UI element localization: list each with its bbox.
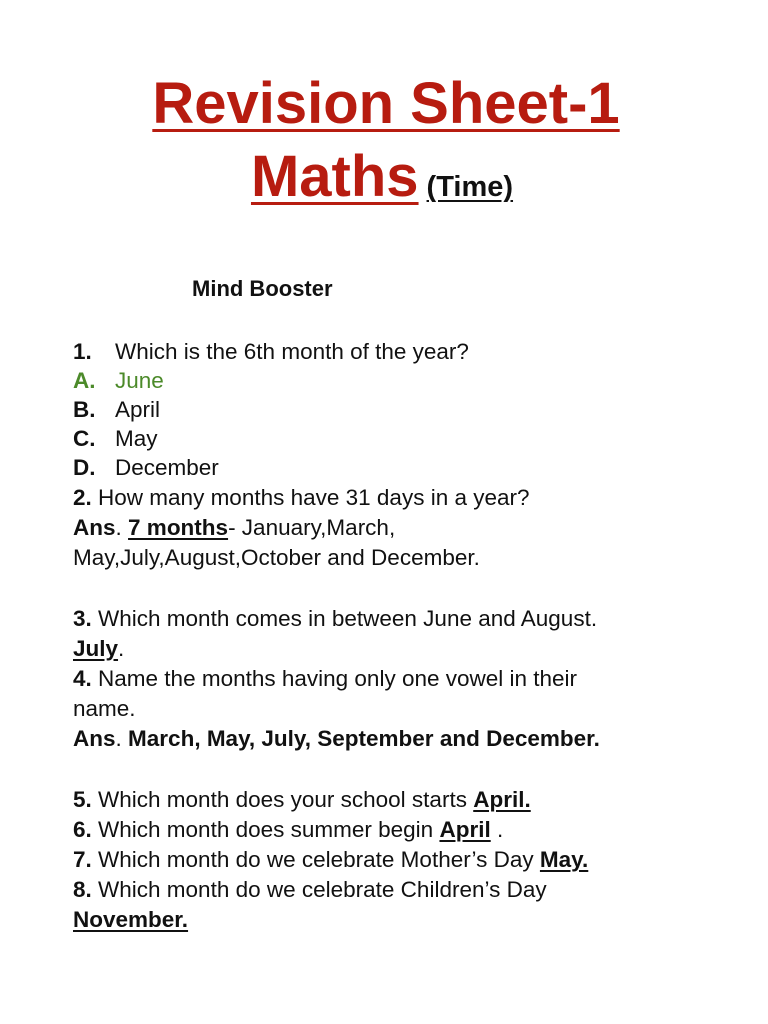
answer-8 [73,906,188,934]
question-8 [73,876,547,904]
question-text: Which month does summer begin [98,817,434,842]
question-text: How many months have 31 days in a year? [98,485,530,510]
option-a [73,367,164,395]
section-title: Mind Booster [192,276,333,301]
option-c [73,425,158,453]
answer-text: - January,March, [228,515,396,540]
question-text: Which month comes in between June and August. [98,606,598,631]
title-revision-sheet: Revision Sheet-1 [152,71,620,136]
answer-highlight: 7 months [128,515,229,540]
option-d [73,454,219,482]
question-text: Which month does your school starts [98,787,467,812]
question-1 [73,338,469,366]
answer-2-line-2 [73,544,480,572]
option-letter: C. [73,426,96,451]
question-text: Name the months having only one vowel in their [98,666,578,691]
question-7 [73,846,588,874]
question-number: 1. [73,339,92,364]
question-4 [73,665,577,693]
answer-2-line-1 [73,514,395,542]
title-time: (Time) [426,171,514,203]
option-text: June [115,368,164,393]
question-text: Which month do we celebrate Mother’s Day [98,847,534,872]
answer-separator: . [115,515,122,540]
question-number: 3. [73,606,92,631]
answer-end: . [490,817,504,842]
answer-separator: . [115,726,122,751]
question-number: 6. [73,817,92,842]
question-number: 8. [73,877,92,902]
answer-highlight: April [439,817,491,842]
question-3 [73,605,597,633]
option-letter: D. [73,455,96,480]
answer-text: May,July,August,October and December. [73,545,480,570]
answer-highlight: November. [73,907,189,932]
question-5 [73,786,531,814]
answer-4 [73,725,600,753]
option-text: December [115,455,219,480]
option-letter: B. [73,397,96,422]
question-number: 5. [73,787,92,812]
title-line-1 [2,70,768,137]
answer-end: . [118,636,125,661]
answer-text: March, May, July, September and December. [128,726,600,751]
question-number: 4. [73,666,92,691]
option-text: April [115,397,161,422]
answer-highlight: May. [539,847,589,872]
question-number: 2. [73,485,92,510]
title-line-2 [0,143,766,210]
option-text: May [115,426,158,451]
question-6 [73,816,503,844]
answer-3 [73,635,124,663]
title-maths: Maths [250,144,419,209]
answer-highlight: April. [473,787,531,812]
answer-highlight: July [73,636,119,661]
question-text: Which is the 6th month of the year? [115,339,469,364]
question-4-line-2 [73,695,136,723]
option-letter: A. [73,368,96,393]
answer-label: Ans [73,726,116,751]
option-b [73,396,160,424]
question-2 [73,484,530,512]
question-text: Which month do we celebrate Children’s Day [98,877,547,902]
question-text: name. [73,696,136,721]
question-number: 7. [73,847,92,872]
answer-label: Ans [73,515,116,540]
